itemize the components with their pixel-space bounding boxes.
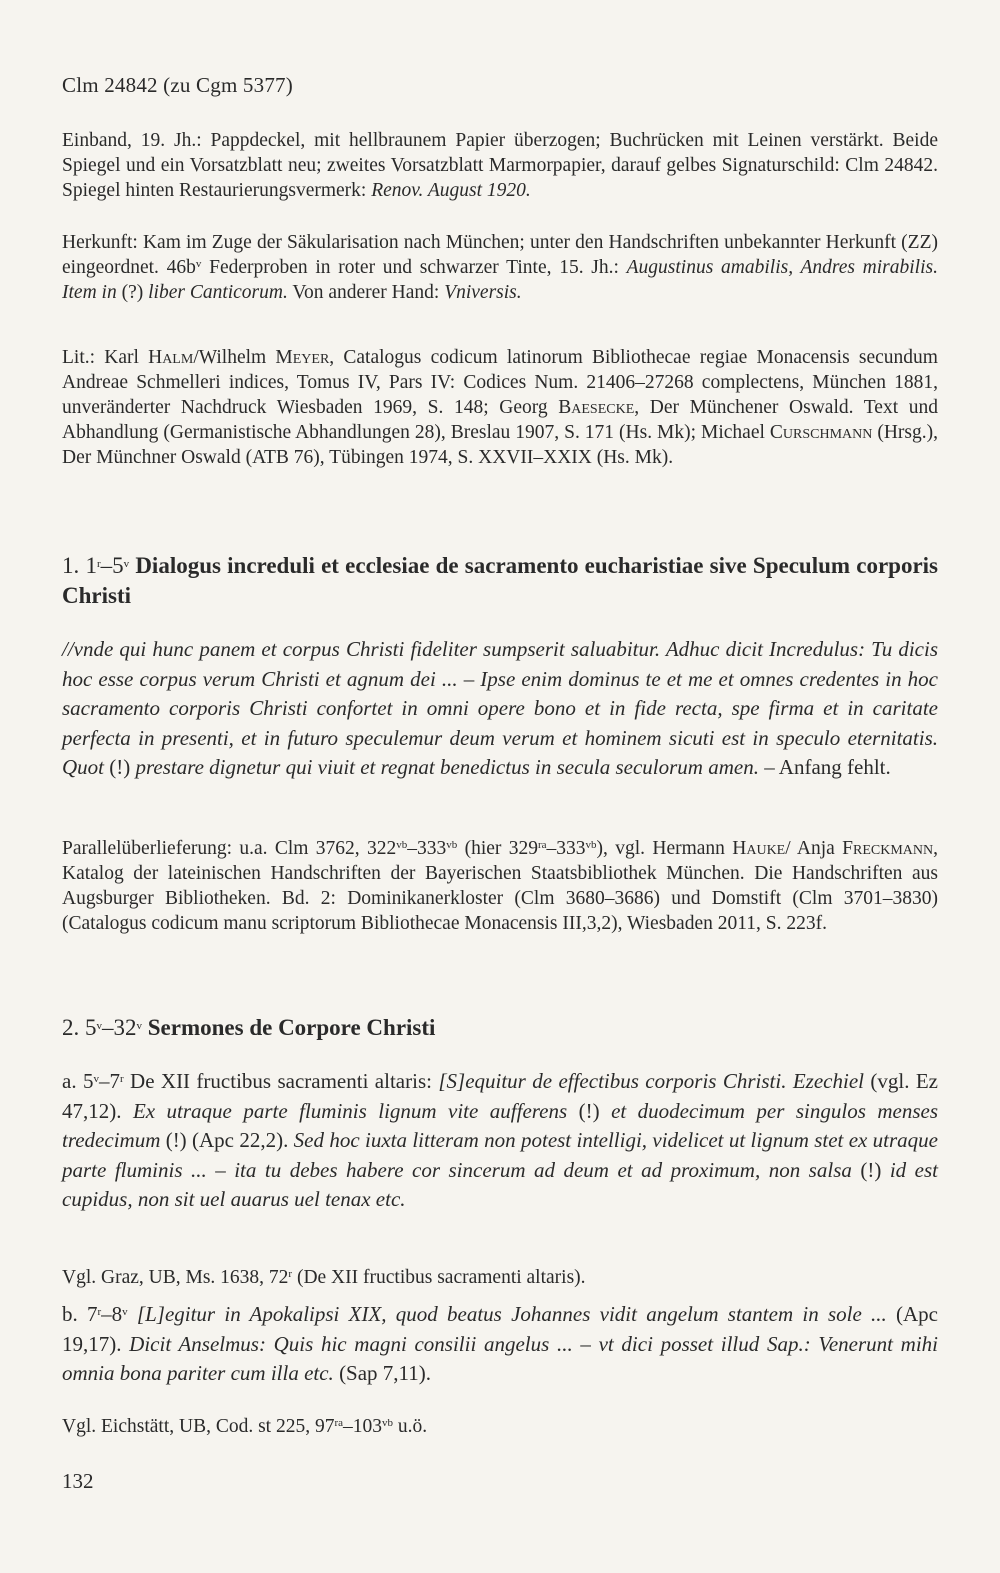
section-2b-comparison: Vgl. Eichstätt, UB, Cod. st 225, $97^{ra}-103^{vb}$ u.ö. xyxy=(62,1416,428,1437)
section-2b-entry: b. 7$^r$–8$^v$ [L]egitur in Apokalipsi XIX, quod beatus Johannes vidit angelum stantem in sole ... (Apc 19,17). Dicit Anselmus: Quis hic magni consilii angelus ... – vt dici posset illud Sap.: Venerunt mihi omnia bona pariter cum illa etc. (Sap 7,11). xyxy=(62,1302,939,1385)
section-2a-comparison: Vgl. Graz, UB, Ms. 1638, 72$^r$ (De XII fructibus sacramenti altaris). xyxy=(62,1267,586,1288)
running-head: Clm 24842 (zu Cgm 5377) xyxy=(62,73,293,97)
page-number: 132 xyxy=(62,1469,94,1493)
literature-references: Lit.: Karl Halm/Wilhelm Meyer, Catalogus codicum latinorum Bibliothecae regiae Monacensis secundum Andreae Schmelleri indices, Tomus IV, Pars IV: Codices Num. 21406–27268 complectens, München 1881, unveränderter Nachdruck Wiesbaden 1969, S. 148; Georg Baesecke, Der Münchener Oswald. Text und Abhandlung (Germanistische Abhandlungen 28), Breslau 1907, S. 171 (Hs. Mk); Michael Curschmann (Hrsg.), Der Münchner Oswald (ATB 76), Tübingen 1974, S. XXVII–XXIX (Hs. Mk). xyxy=(62,347,939,468)
section-2a-entry: a. 5$^v$–7$^r$ De XII fructibus sacramenti altaris: [S]equitur de effectibus corporis Christi. Ezechiel (vgl. Ez 47,12). Ex utraque parte fluminis lignum vite aufferens (!) et duodecimum per singulos menses tredecimum (!) (Apc 22,2). Sed hoc iuxta litteram non potest intelligi, videlicet ut lignum stet ex utraque parte fluminis ... – ita tu debes habere cor sincerum ad deum et ad proximum, non salsa (!) id est cupidus, non sit uel auarus uel tenax etc. xyxy=(62,1069,939,1211)
binding-description: Einband, 19. Jh.: Pappdeckel, mit hellbraunem Papier überzogen; Buchrücken mit Leinen verstärkt. Beide Spiegel und ein Vorsatzblatt neu; zweites Vorsatzblatt Marmorpapier, darauf gelbes Signaturschild: Clm 24842. Spiegel hinten Restaurierungsvermerk: Renov. August 1920. xyxy=(62,130,938,201)
section-1-parallel-tradition: Parallelüberlieferung: u.a. Clm 3762, $322^{vb}-333^{vb}$ (hier $329^{ra}-333^{vb}$), vgl. Hermann Hauke/ Anja Freckmann, Katalog der lateinischen Handschriften der Bayerischen Staatsbibliothek München. Die Handschriften aus Augsburger Bibliotheken. Bd. 2: Dominikanerkloster (Clm 3680–3686) und Domstift (Clm 3701–3830) (Catalogus codicum manu scriptorum Bibliothecae Monacensis III,3,2), Wiesbaden 2011, S. 223f. xyxy=(62,838,939,934)
provenance-description: Herkunft: Kam im Zuge der Säkularisation nach München; unter den Handschriften unbekannter Herkunft (ZZ) eingeordnet. $46b^v$ Federproben in roter und schwarzer Tinte, 15. Jh.: Augustinus amabilis, Andres mirabilis. Item in (?) liber Canticorum. Von anderer Hand: Vniversis. xyxy=(62,232,938,303)
section-2-heading: 2. 5$^v$–32$^v$ Sermones de Corpore Christi xyxy=(62,1015,436,1040)
section-1-incipit-explicit: //vnde qui hunc panem et corpus Christi fideliter sumpserit saluabitur. Adhuc dicit Incredulus: Tu dicis hoc esse corpus verum Christi et agnum dei ... – Ipse enim dominus te et me et omnes credentes in hoc sacramento corporis Christi confortet in omni opere bono et in fide recta, spe firma et in caritate perfecta in presenti, et in futuro speculemur deum verum et hominem sicuti est in speculo eternitatis. Quot (!) prestare dignetur qui viuit et regnat benedictus in secula seculorum amen. – Anfang fehlt. xyxy=(62,637,938,779)
section-1-heading: 1. 1$^r$–5$^v$ Dialogus increduli et ecclesiae de sacramento eucharistiae sive Speculum corporis Christi xyxy=(62,553,939,608)
